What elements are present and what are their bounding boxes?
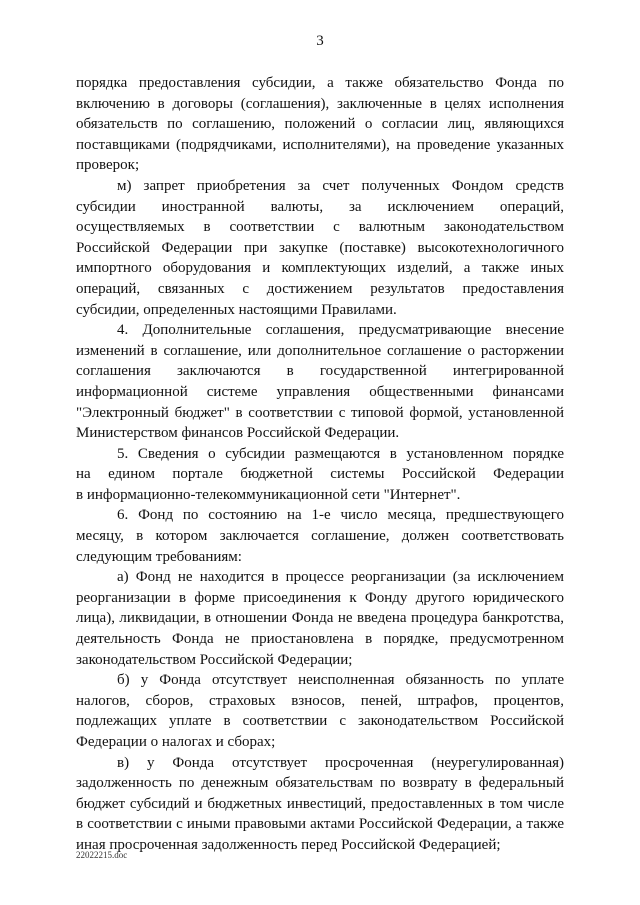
text-line: субсидии иностранной валюты, за исключением операций, <box>76 198 564 215</box>
text-line: иная просроченная задолженность перед Российской Федерацией; <box>76 836 501 853</box>
text-line: реорганизации в форме присоединения к Фонду другого юридического <box>76 589 564 606</box>
paragraph <box>76 567 564 670</box>
paragraph <box>76 176 564 320</box>
text-line: 4. Дополнительные соглашения, предусматривающие внесение <box>117 322 564 339</box>
text-line: операций, связанных с достижением результатов предоставления <box>76 280 564 297</box>
text-line: законодательством Российской Федерации; <box>76 651 353 668</box>
page-number: 3 <box>316 33 324 49</box>
text-line: информационной системе управления общественными финансами <box>76 383 564 400</box>
text-line: осуществляемых в соответствии с валютным законодательством <box>76 219 564 236</box>
text-line: в информационно-телекоммуникационной сети "Интернет". <box>76 486 461 503</box>
text-line: Министерством финансов Российской Федерации. <box>76 425 400 442</box>
text-line: субсидии, определенных настоящими Правилами. <box>76 301 397 318</box>
paragraph <box>76 444 564 506</box>
text-line: в) у Фонда отсутствует просроченная (неурегулированная) <box>117 754 564 771</box>
text-line: на едином портале бюджетной системы Российской Федерации <box>76 466 564 483</box>
text-line: деятельность Фонда не приостановлена в порядке, предусмотренном <box>76 631 564 648</box>
paragraph <box>76 320 564 444</box>
text-line: налогов, сборов, страховых взносов, пеней, штрафов, процентов, <box>76 692 564 709</box>
text-line: проверок; <box>76 157 140 174</box>
text-line: соглашения заключаются в государственной интегрированной <box>76 363 564 380</box>
paragraph <box>76 753 564 856</box>
text-line: "Электронный бюджет" в соответствии с типовой формой, установленной <box>76 404 564 421</box>
text-line: б) у Фонда отсутствует неисполненная обязанность по уплате <box>117 672 564 689</box>
paragraph <box>76 670 564 752</box>
text-line: Федерации о налогах и сборах; <box>76 734 276 750</box>
text-line: задолженность по денежным обязательствам по возврату в федеральный <box>76 775 564 792</box>
text-line: обязательств по соглашению, положений о согласии лиц, являющихся <box>76 116 564 133</box>
text-line: лица), ликвидации, в отношении Фонда не введена процедура банкротства, <box>76 610 564 627</box>
text-line: Российской Федерации при закупке (поставке) высокотехнологичного <box>76 239 564 256</box>
text-line: изменений в соглашение, или дополнительное соглашение о расторжении <box>76 342 564 359</box>
text-line: включению в договоры (соглашения), заключенные в целях исполнения <box>76 95 564 112</box>
text-line: импортного оборудования и комплектующих изделий, а также иных <box>76 260 564 277</box>
text-line: порядка предоставления субсидии, а также обязательство Фонда по <box>76 75 564 91</box>
paragraph <box>76 505 564 567</box>
document-filename: 22022215.doc <box>76 850 128 860</box>
document-body <box>76 73 564 856</box>
text-line: а) Фонд не находится в процессе реорганизации (за исключением <box>117 569 564 586</box>
text-line: в соответствии с иными правовыми актами Российской Федерации, а также <box>76 816 564 833</box>
text-line: месяцу, в котором заключается соглашение, должен соответствовать <box>76 528 564 545</box>
text-line: 5. Сведения о субсидии размещаются в установленном порядке <box>117 445 564 462</box>
text-line: подлежащих уплате в соответствии с законодательством Российской <box>76 713 564 730</box>
paragraph <box>76 73 564 176</box>
text-line: поставщиками (подрядчиками, исполнителями), на проведение указанных <box>76 136 564 153</box>
text-line: следующим требованиям: <box>76 548 242 565</box>
text-line: бюджет субсидий и бюджетных инвестиций, предоставленных в том числе <box>76 795 564 812</box>
text-line: 6. Фонд по состоянию на 1-е число месяца, предшествующего <box>117 507 564 524</box>
text-line: м) запрет приобретения за счет полученных Фондом средств <box>117 177 564 194</box>
